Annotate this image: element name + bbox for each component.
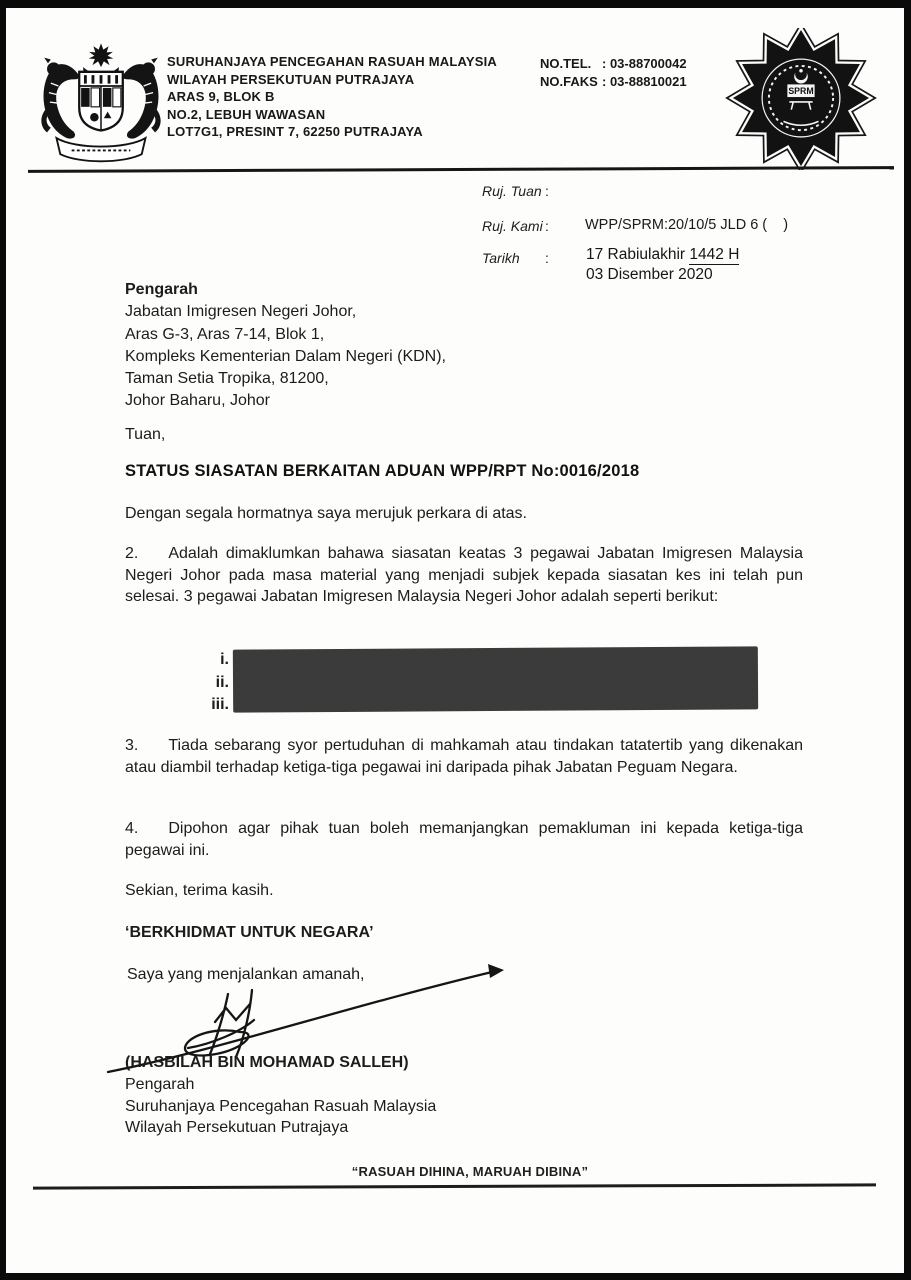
malaysia-coat-of-arms: [30, 40, 172, 168]
sprm-badge-text: SPRM: [788, 86, 814, 97]
ruj-kami-value: WPP/SPRM:20/10/5 JLD 6 ( ): [585, 217, 789, 233]
org-line: SURUHANJAYA PENCEGAHAN RASUAH MALAYSIA: [167, 54, 498, 69]
signatory-unit: Wilayah Persekutuan Putrajaya: [125, 1119, 349, 1137]
paragraph-1: Dengan segala hormatnya saya merujuk perkara di atas.: [125, 505, 527, 522]
list-numeral-iii: iii.: [211, 696, 229, 713]
tarikh-label: Tarikh: [482, 250, 520, 266]
sprm-badge: [717, 28, 885, 170]
ruj-tuan-colon: :: [545, 183, 549, 199]
recipient-address-line: Taman Setia Tropika, 81200,: [125, 370, 329, 388]
tarikh-colon: :: [545, 250, 549, 266]
paragraph-2: [125, 543, 803, 608]
ruj-kami-label: Ruj. Kami: [482, 218, 543, 234]
tel-value: : 03-88700042: [602, 56, 687, 71]
tarikh-hijri-year: 1442 H: [689, 246, 740, 263]
letterhead-org-address: [167, 53, 497, 141]
redaction-box: [233, 646, 758, 712]
org-line: ARAS 9, BLOK B: [167, 89, 275, 104]
paragraph-4: [125, 818, 803, 861]
signatory-title: Pengarah: [125, 1075, 195, 1093]
paragraph-4-text: Dipohon agar pihak tuan boleh memanjangkan pemakluman ini kepada ketiga-tiga pegawai ini.: [125, 820, 803, 859]
faks-label: NO.FAKS: [540, 73, 598, 89]
paragraph-4-number: 4.: [125, 820, 139, 837]
recipient-block: [125, 279, 446, 413]
tarikh-hijri-prefix: 17 Rabiulakhir: [586, 246, 690, 263]
recipient-name: Pengarah: [125, 281, 198, 298]
footer-motto: “RASUAH DIHINA, MARUAH DIBINA”: [351, 1164, 589, 1179]
closing-line: Sekian, terima kasih.: [125, 882, 274, 899]
letterhead-contact: [540, 55, 687, 90]
ruj-tuan-label: Ruj. Tuan: [482, 183, 542, 199]
paragraph-3-number: 3.: [125, 737, 139, 754]
signatory-block: [125, 1052, 436, 1139]
recipient-address-line: Aras G-3, Aras 7-14, Blok 1,: [125, 325, 325, 343]
paragraph-2-text: Adalah dimaklumkan bahawa siasatan keatas 3 pegawai Jabatan Imigresen Malaysia Negeri Johor pada masa material yang menjadi subjek kepada siasatan kes ini telah pun selesai. 3 pegawai Jabatan Imigresen Malaysia Negeri Johor adalah seperti berikut:: [125, 545, 803, 606]
tarikh-hijri: [586, 246, 739, 264]
org-line: NO.2, LEBUH WAWASAN: [167, 106, 326, 122]
ruj-kami-colon: :: [545, 218, 549, 234]
paragraph-2-number: 2.: [125, 545, 139, 562]
faks-row: [540, 73, 687, 91]
slogan-line: ‘BERKHIDMAT UNTUK NEGARA’: [125, 924, 374, 941]
tel-label: NO.TEL.: [540, 56, 592, 71]
faks-value: : 03-88810021: [602, 73, 687, 89]
subject-line: STATUS SIASATAN BERKAITAN ADUAN WPP/RPT No:0016/2018: [125, 462, 640, 480]
signatory-org: Suruhanjaya Pencegahan Rasuah Malaysia: [125, 1097, 437, 1115]
signoff-preamble: Saya yang menjalankan amanah,: [127, 966, 365, 983]
recipient-address-line: Johor Baharu, Johor: [125, 392, 270, 410]
list-numeral-i: i.: [220, 651, 229, 668]
list-numeral-ii: ii.: [215, 674, 229, 691]
salutation: Tuan,: [125, 426, 166, 443]
tarikh-gregorian: 03 Disember 2020: [586, 266, 713, 283]
paragraph-3-text: Tiada sebarang syor pertuduhan di mahkamah atau tindakan tatatertib yang dikenakan atau diambil terhadap ketiga-tiga pegawai ini daripada pihak Jabatan Peguam Negara.: [125, 737, 803, 776]
org-line: LOT7G1, PRESINT 7, 62250 PUTRAJAYA: [167, 124, 423, 139]
recipient-address-line: Jabatan Imigresen Negeri Johor,: [125, 303, 357, 321]
recipient-address-line: Kompleks Kementerian Dalam Negeri (KDN),: [125, 347, 446, 365]
org-line: WILAYAH PERSEKUTUAN PUTRAJAYA: [167, 71, 415, 87]
paragraph-3: [125, 735, 803, 779]
signatory-name: (HASBILAH BIN MOHAMAD SALLEH): [125, 1054, 409, 1071]
tel-row: [540, 55, 687, 73]
